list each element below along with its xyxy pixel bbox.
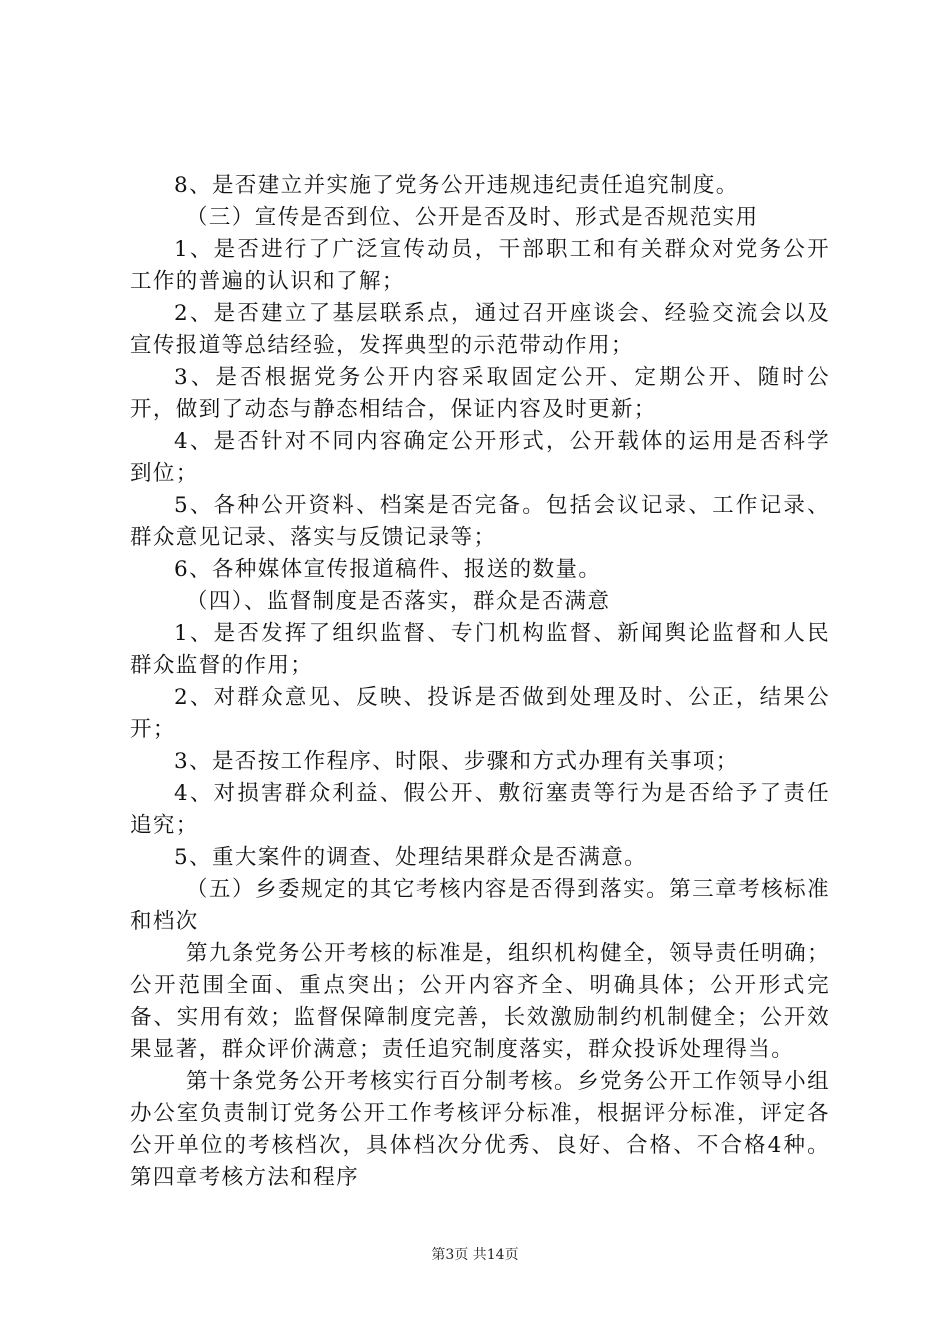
document-body — [130, 170, 830, 1194]
paragraph-item-2: 2、对群众意见、反映、投诉是否做到处理及时、公正，结果公开； — [130, 685, 830, 742]
paragraph-item-1: 1、是否发挥了组织监督、专门机构监督、新闻舆论监督和人民群众监督的作用； — [130, 621, 830, 678]
paragraph-item-6: 6、各种媒体宣传报道稿件、报送的数量。 — [174, 557, 602, 582]
paragraph-item-4: 4、对损害群众利益、假公开、敷衍塞责等行为是否给予了责任追究； — [130, 781, 830, 838]
section-heading-4: （四）、监督制度是否落实，群众是否满意 — [186, 589, 611, 614]
section-heading-5: （五）乡委规定的其它考核内容是否得到落实。第三章考核标准和档次 — [130, 877, 830, 934]
article-10: 第十条党务公开考核实行百分制考核。乡党务公开工作领导小组办公室负责制订党务公开工作考核评分标准，根据评分标准，评定各公开单位的考核档次，具体档次分优秀、良好、合格、不合格4种。第四章考核方法和程序 — [130, 1069, 830, 1190]
paragraph-item-8: 8、是否建立并实施了党务公开违规违纪责任追究制度。 — [174, 173, 739, 198]
paragraph-item-2: 2、是否建立了基层联系点，通过召开座谈会、经验交流会以及宣传报道等总结经验，发挥典型的示范带动作用； — [130, 301, 830, 358]
page-number-footer: 第3页 共14页 — [431, 1247, 519, 1263]
paragraph-item-1: 1、是否进行了广泛宣传动员，干部职工和有关群众对党务公开工作的普遍的认识和了解； — [130, 237, 830, 294]
paragraph-item-3: 3、是否按工作程序、时限、步骤和方式办理有关事项； — [174, 749, 739, 774]
paragraph-item-5: 5、重大案件的调查、处理结果群众是否满意。 — [174, 845, 648, 870]
paragraph-item-5: 5、各种公开资料、档案是否完备。包括会议记录、工作记录、群众意见记录、落实与反馈记录等； — [130, 493, 830, 550]
section-heading-3: （三）宣传是否到位、公开是否及时、形式是否规范实用 — [186, 205, 759, 230]
paragraph-item-4: 4、是否针对不同内容确定公开形式，公开载体的运用是否科学到位； — [130, 429, 830, 486]
article-9: 第九条党务公开考核的标准是，组织机构健全，领导责任明确；公开范围全面、重点突出；公开内容齐全、明确具体；公开形式完备、实用有效；监督保障制度完善，长效激励制约机制健全；公开效果显著，群众评价满意；责任追究制度落实，群众投诉处理得当。 — [130, 941, 830, 1062]
paragraph-item-3: 3、是否根据党务公开内容采取固定公开、定期公开、随时公开，做到了动态与静态相结合，保证内容及时更新； — [130, 365, 830, 422]
